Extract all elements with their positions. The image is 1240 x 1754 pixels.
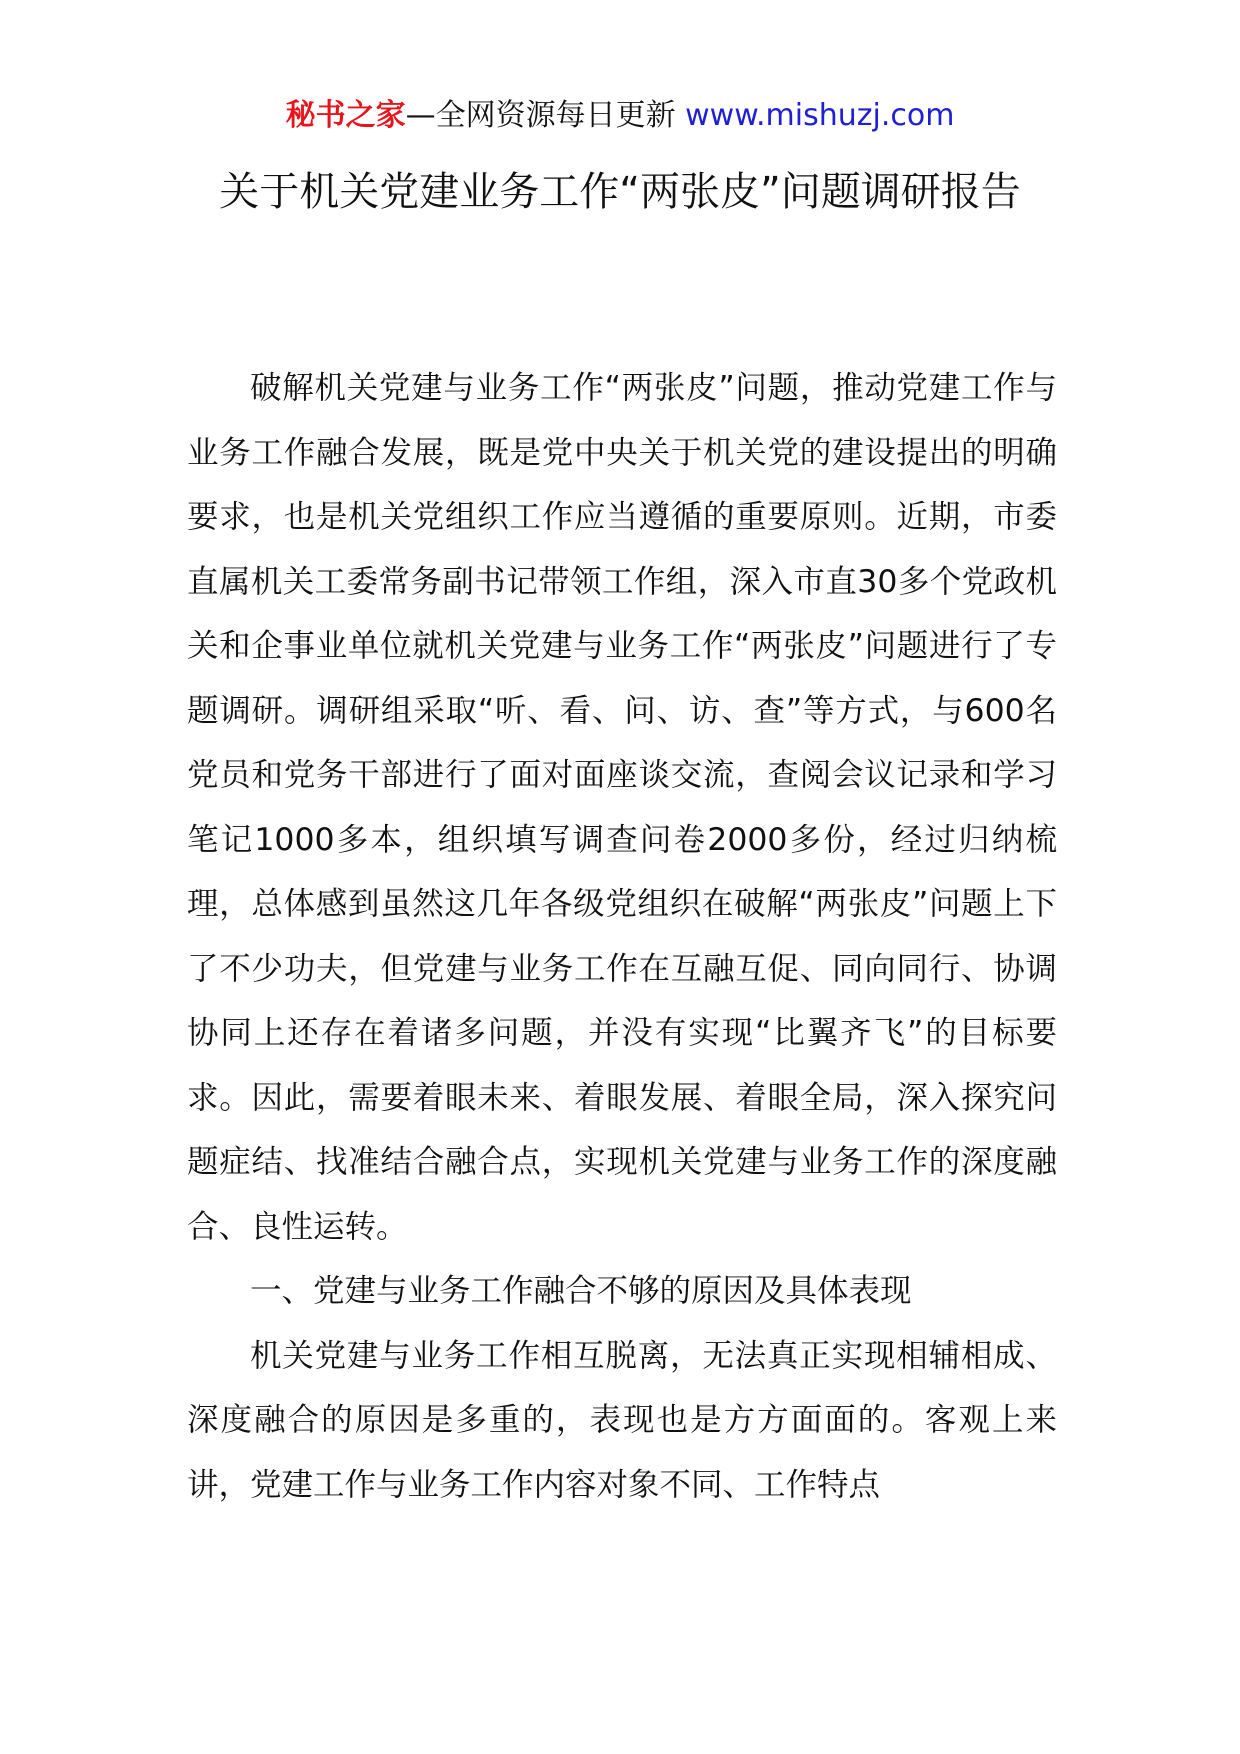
intro-paragraph: 破解机关党建与业务工作“两张皮”问题，推动党建工作与业务工作融合发展，既是党中央关于机关党的建设提出的明确要求，也是机关党组织工作应当遵循的重要原则。近期，市委直属机关工委常务副书记带领工作组，深入市直30多个党政机关和企事业单位就机关党建与业务工作“两张皮”问题进行了专题调研。调研组采取“听、看、问、访、查”等方式，与600名党员和党务干部进行了面对面座谈交流，查阅会议记录和学习笔记1000多本，组织填写调查问卷2000多份，经过归纳梳理，总体感到虽然这几年各级党组织在破解“两张皮”问题上下了不少功夫，但党建与业务工作在互融互促、同向同行、协调协同上还存在着诸多问题，并没有实现“比翼齐飞”的目标要求。因此，需要着眼未来、着眼发展、着眼全局，深入探究问题症结、找准结合融合点，实现机关党建与业务工作的深度融合、良性运转。: [187, 370, 1057, 1245]
site-header: [0, 96, 1240, 136]
site-brand: 秘书之家: [285, 98, 406, 133]
site-tagline: —全网资源每日更新: [405, 98, 686, 133]
section-heading: 一、党建与业务工作融合不够的原因及具体表现: [250, 1273, 912, 1309]
document-body: [187, 356, 1057, 1517]
document-title: 关于机关党建业务工作“两张皮”问题调研报告: [219, 169, 1021, 215]
site-url-link[interactable]: www.mishuzj.com: [685, 98, 955, 133]
section-paragraph: 机关党建与业务工作相互脱离，无法真正实现相辅相成、深度融合的原因是多重的，表现也是方方面面的。客观上来讲，党建工作与业务工作内容对象不同、工作特点: [187, 1337, 1057, 1503]
